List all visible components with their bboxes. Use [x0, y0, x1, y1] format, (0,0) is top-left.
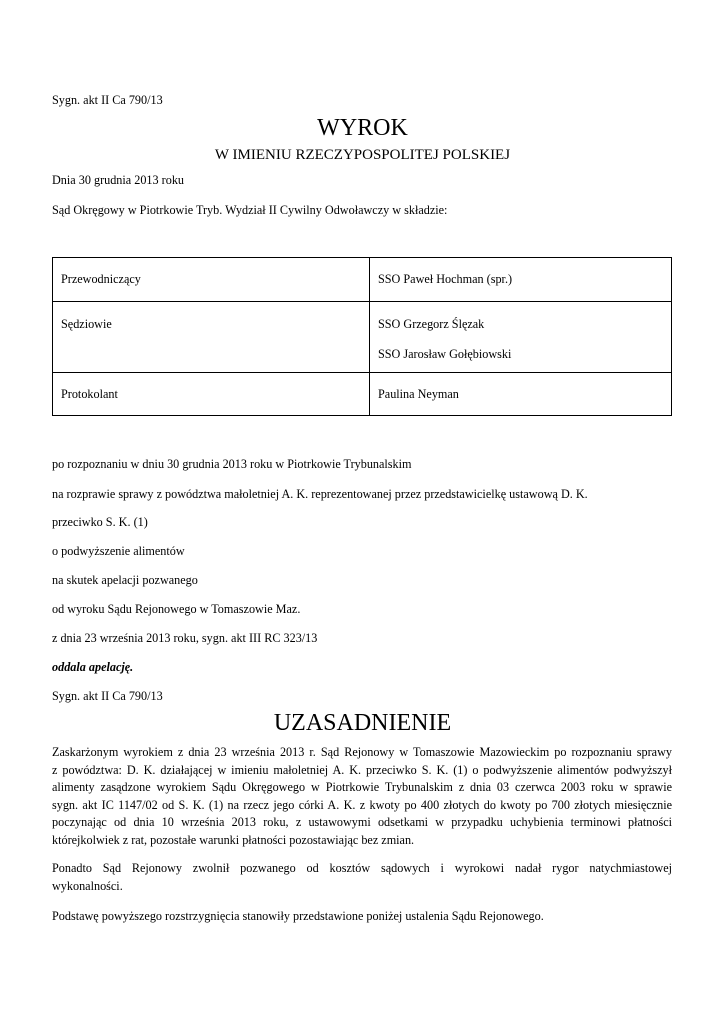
court-panel-table	[52, 257, 672, 416]
panel-role: Protokolant	[53, 373, 370, 416]
justification-title: UZASADNIENIE	[273, 710, 452, 736]
sentence-line: od wyroku Sądu Rejonowego w Tomaszowie Maz.	[52, 602, 301, 616]
sentence-line: z dnia 23 września 2013 roku, sygn. akt III RC 323/13	[52, 631, 318, 645]
justification-paragraph: Zaskarżonym wyrokiem z dnia 23 września 2013 r. Sąd Rejonowy w Tomaszowie Mazowieckim po rozpoznaniu sprawy z powództwa: D. K. działającej w imieniu małoletniej A. K. przeciwko S. K. (1) o podwyższenie alimentów podwyższył alimenty zasądzone wyrokiem Sądu Okręgowego w Piotrkowie Trybunalskim z dnia 03 czerwca 2003 roku w sprawie sygn. akt IC 1147/02 od S. K. (1) na rzecz jego córki A. K. z kwoty po 400 złotych do kwoty po 700 złotych miesięcznie poczynając od dnia 10 września 2013 roku, z ustawowymi odsetkami w przypadku uchybienia terminowi płatności którejkolwiek z rat, pozostałe warunki płatności pozostawiając bez zmian.	[52, 745, 672, 847]
panel-role: Przewodniczący	[53, 258, 370, 302]
justification-paragraph: Ponadto Sąd Rejonowy zwolnił pozwanego od kosztów sądowych i wyrokowi nadał rygor natychmiastowej wykonalności.	[52, 861, 672, 893]
justification-paragraph: Podstawę powyższego rozstrzygnięcia stanowiły przedstawione poniżej ustalenia Sądu Rejonowego.	[52, 909, 544, 923]
court-composition: Sąd Okręgowy w Piotrkowie Tryb. Wydział II Cywilny Odwoławczy w składzie:	[52, 203, 448, 217]
sentence-line: na skutek apelacji pozwanego	[52, 573, 198, 587]
panel-names: SSO Grzegorz Ślęzak SSO Jarosław Gołębiowski	[370, 302, 672, 373]
table-row	[53, 373, 672, 416]
table-row	[53, 258, 672, 302]
panel-names: Paulina Neyman	[370, 373, 672, 416]
sentence-line: przeciwko S. K. (1)	[52, 515, 148, 529]
case-signature: Sygn. akt II Ca 790/13	[52, 689, 163, 703]
judgment-subtitle: W IMIENIU RZECZYPOSPOLITEJ POLSKIEJ	[214, 147, 511, 163]
panel-names: SSO Paweł Hochman (spr.)	[370, 258, 672, 302]
panel-role: Sędziowie	[53, 302, 370, 373]
sentence-line: o podwyższenie alimentów	[52, 544, 185, 558]
case-signature: Sygn. akt II Ca 790/13	[52, 93, 163, 107]
ruling: oddala apelację.	[52, 660, 134, 674]
judgment-date: Dnia 30 grudnia 2013 roku	[52, 173, 185, 187]
table-row	[53, 302, 672, 373]
judgment-title: WYROK	[317, 115, 408, 141]
sentence-line: po rozpoznaniu w dniu 30 grudnia 2013 roku w Piotrkowie Trybunalskim	[52, 457, 412, 471]
sentence-line: na rozprawie sprawy z powództwa małoletniej A. K. reprezentowanej przez przedstawicielkę ustawową D. K.	[52, 487, 588, 501]
